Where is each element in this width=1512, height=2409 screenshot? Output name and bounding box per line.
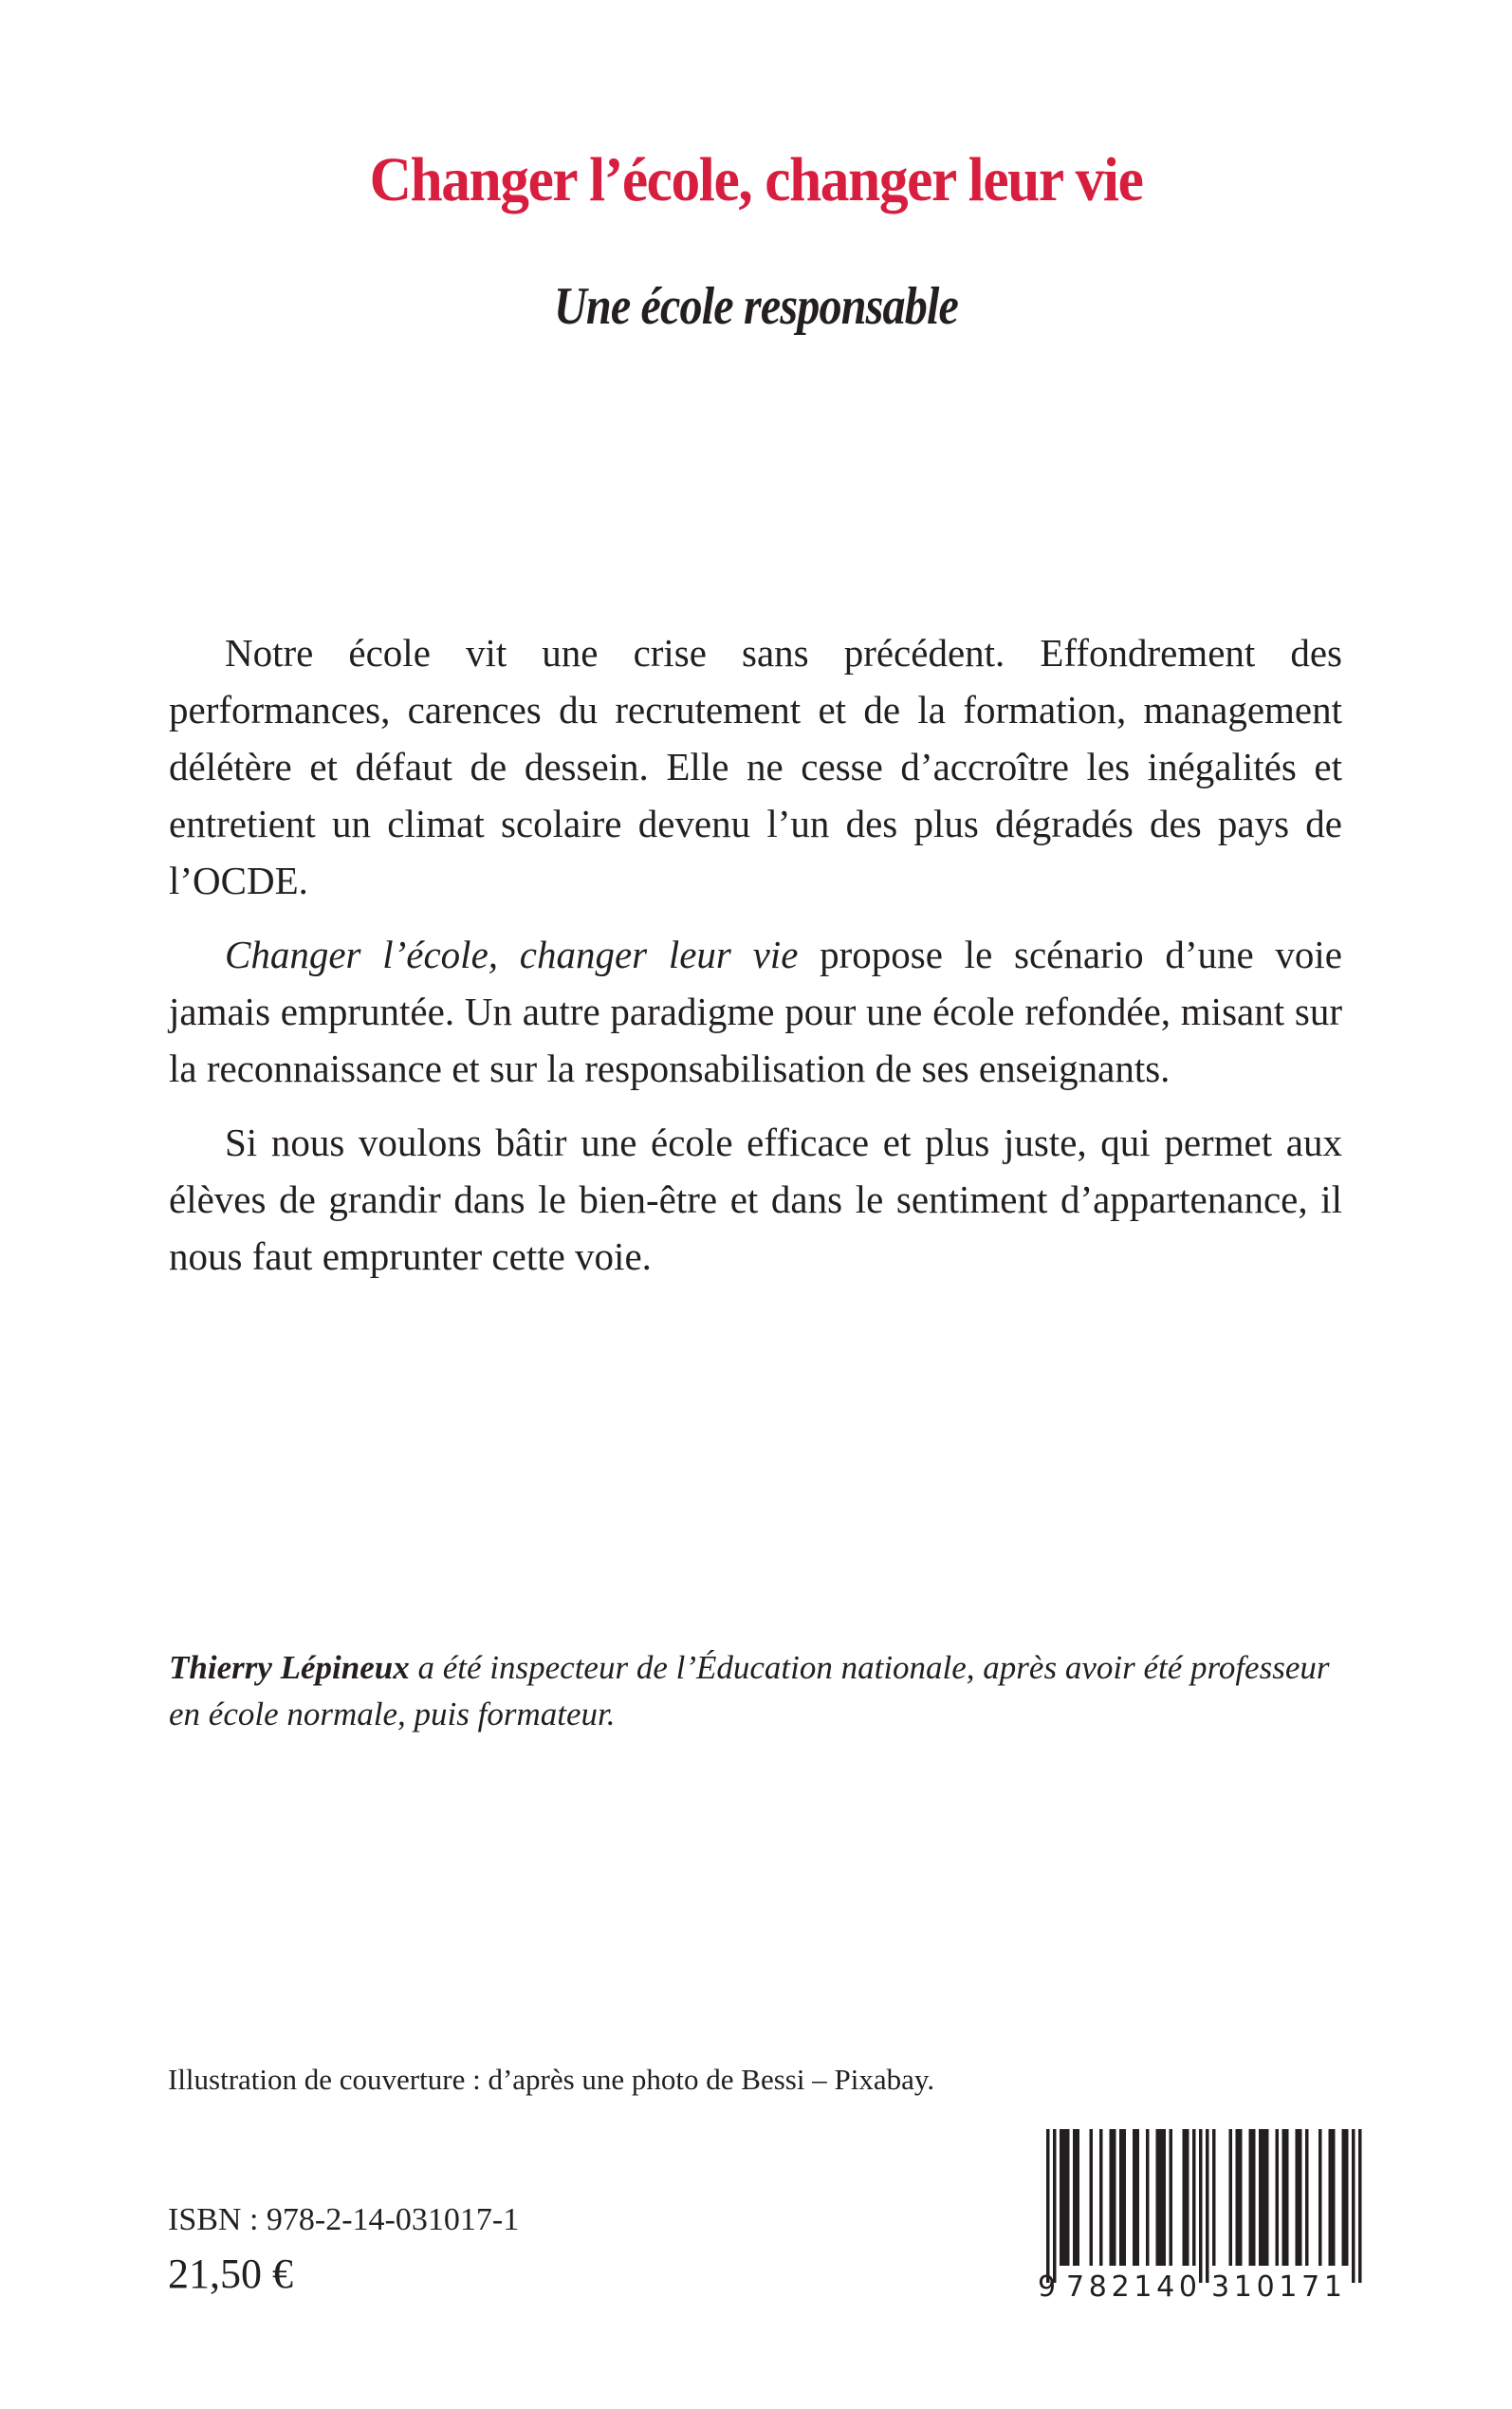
barcode-bar xyxy=(1296,2129,1300,2266)
barcode-bar xyxy=(1318,2129,1322,2266)
barcode-guard-bar xyxy=(1352,2129,1355,2283)
barcode-bar xyxy=(1090,2129,1094,2266)
blurb-italic-lead: Changer l’école, changer leur vie xyxy=(225,933,799,976)
barcode-bar xyxy=(1239,2129,1243,2266)
barcode-bar xyxy=(1113,2129,1116,2266)
barcode-guard-bar xyxy=(1199,2129,1203,2283)
barcode-bar xyxy=(1263,2129,1266,2266)
barcode-bar xyxy=(1159,2129,1163,2266)
barcode-bar xyxy=(1252,2129,1256,2266)
barcode-bar xyxy=(1212,2129,1216,2266)
barcode-bar xyxy=(1063,2129,1067,2266)
cover-credits: Illustration de couverture : d’après une photo de Bessi – Pixabay. xyxy=(168,2063,935,2096)
book-subtitle: Une école responsable xyxy=(553,277,958,336)
barcode-bar xyxy=(1332,2129,1336,2266)
barcode-bar xyxy=(1192,2129,1196,2266)
barcode-bar xyxy=(1123,2129,1127,2266)
author-bio-text: a été inspecteur de l’Éducation nationale, après avoir été professeur en école normale, puis formateur. xyxy=(169,1649,1330,1733)
barcode-bars xyxy=(1046,2129,1362,2283)
barcode-bar xyxy=(1282,2129,1286,2266)
barcode-bar xyxy=(1163,2129,1167,2266)
barcode-guard-bar xyxy=(1358,2129,1362,2283)
barcode-bar xyxy=(1229,2129,1233,2266)
author-bio xyxy=(169,1644,1345,1737)
barcode-bar xyxy=(1099,2129,1103,2266)
barcode-bar xyxy=(1077,2129,1080,2266)
barcode-bar xyxy=(1186,2129,1189,2266)
barcode-bar xyxy=(1342,2129,1346,2266)
barcode-bar xyxy=(1299,2129,1302,2266)
barcode-bar xyxy=(1259,2129,1263,2266)
blurb-text: Notre école vit une crise sans précédent. Effondrement des performances, carences du recrutement et de la formation, management délétère et défaut de dessein. Elle ne cesse d’accroître les inégalités et entretient un climat scolaire devenu l’un des plus dégradés des pays de l’OCDE. xyxy=(169,631,1342,902)
barcode-bar xyxy=(1236,2129,1240,2266)
blurb-text: propose le scénario d’une voie jamais empruntée. Un autre paradigme pour une école refondée, misant sur la reconnaissance et sur la responsabilisation de ses enseignants. xyxy=(169,933,1342,1090)
barcode-digits-right: 310171 xyxy=(1211,2270,1342,2304)
book-title: Changer l’école, changer leur vie xyxy=(369,145,1143,214)
barcode-guard-bar xyxy=(1046,2129,1050,2283)
blurb-paragraph xyxy=(169,1114,1342,1285)
blurb-text: Si nous voulons bâtir une école efficace et plus juste, qui permet aux élèves de grandir dans le bien-être et dans le sentiment d’appartenance, il nous faut emprunter cette voie. xyxy=(169,1121,1342,1278)
author-name: Thierry Lépineux xyxy=(169,1649,410,1686)
barcode-guard-bar xyxy=(1206,2129,1209,2283)
barcode-bar xyxy=(1276,2129,1280,2266)
barcode-bar xyxy=(1119,2129,1123,2266)
barcode-bar xyxy=(1060,2129,1063,2266)
barcode-bar xyxy=(1110,2129,1114,2266)
barcode-bar xyxy=(1285,2129,1289,2266)
barcode-bar xyxy=(1183,2129,1187,2266)
barcode-bar xyxy=(1329,2129,1333,2266)
barcode-bar xyxy=(1066,2129,1070,2266)
blurb-paragraph xyxy=(169,624,1342,909)
barcode xyxy=(1024,2122,1375,2311)
barcode-bar xyxy=(1133,2129,1136,2266)
barcode-bar xyxy=(1345,2129,1349,2266)
barcode-digits-left: 782140 xyxy=(1066,2270,1197,2304)
barcode-digit-first: 9 xyxy=(1038,2270,1057,2304)
barcode-bar xyxy=(1146,2129,1150,2266)
barcode-bar xyxy=(1170,2129,1173,2266)
barcode-bar xyxy=(1073,2129,1077,2266)
barcode-bar xyxy=(1136,2129,1140,2266)
barcode-bar xyxy=(1156,2129,1160,2266)
barcode-guard-bar xyxy=(1053,2129,1057,2283)
barcode-bar xyxy=(1305,2129,1309,2266)
blurb xyxy=(169,624,1342,1302)
isbn: ISBN : 978-2-14-031017-1 xyxy=(168,2202,520,2237)
barcode-bar xyxy=(1265,2129,1269,2266)
blurb-paragraph xyxy=(169,926,1342,1097)
barcode-bar xyxy=(1249,2129,1253,2266)
price: 21,50 € xyxy=(168,2251,293,2297)
